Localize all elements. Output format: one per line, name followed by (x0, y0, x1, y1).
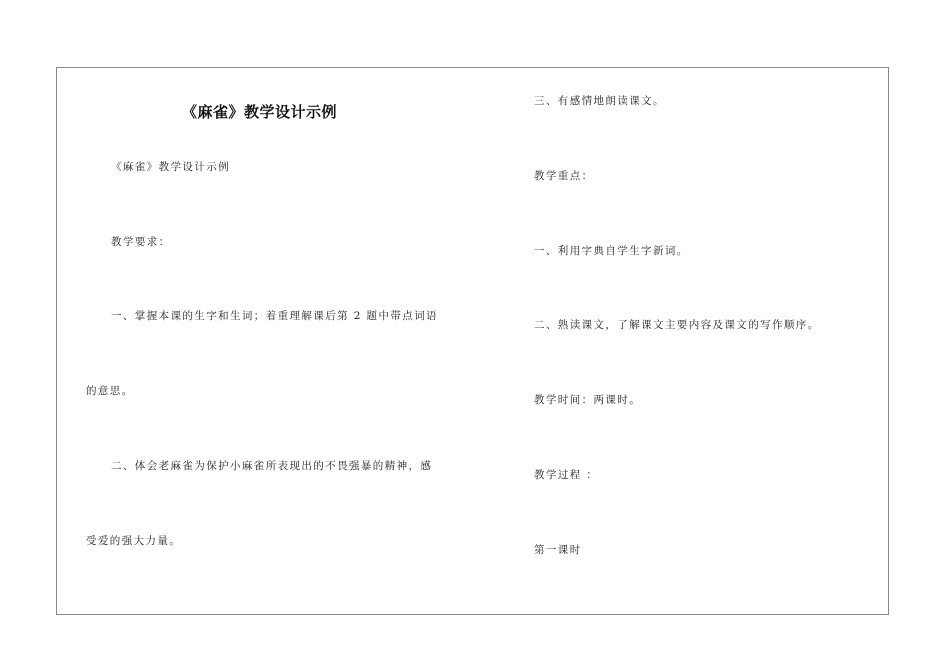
left-paragraph-item-1-continued: 的意思。 (86, 385, 134, 397)
left-paragraph-subtitle: 《麻雀》教学设计示例 (111, 161, 230, 173)
right-paragraph-key-points-heading: 教学重点： (534, 170, 594, 182)
document-title: 《麻雀》教学设计示例 (182, 103, 338, 122)
left-paragraph-requirements-heading: 教学要求： (111, 236, 171, 248)
left-paragraph-item-2-continued: 受爱的强大力量。 (86, 535, 182, 547)
left-paragraph-item-1: 一、掌握本课的生字和生词；着重理解课后第 2 题中带点词语 (111, 310, 438, 322)
right-paragraph-first-lesson: 第一课时 (534, 544, 582, 556)
right-paragraph-item-3: 三、有感情地朗读课文。 (534, 95, 665, 107)
page-frame (56, 67, 889, 615)
left-paragraph-item-2: 二、体会老麻雀为保护小麻雀所表现出的不畏强暴的精神，感 (111, 460, 433, 472)
right-paragraph-teaching-time: 教学时间：两课时。 (534, 394, 642, 406)
right-paragraph-key-point-2: 二、熟读课文，了解课文主要内容及课文的写作顺序。 (534, 319, 820, 331)
right-paragraph-teaching-process-heading: 教学过程 ： (534, 469, 599, 481)
right-paragraph-key-point-1: 一、利用字典自学生字新词。 (534, 245, 689, 257)
